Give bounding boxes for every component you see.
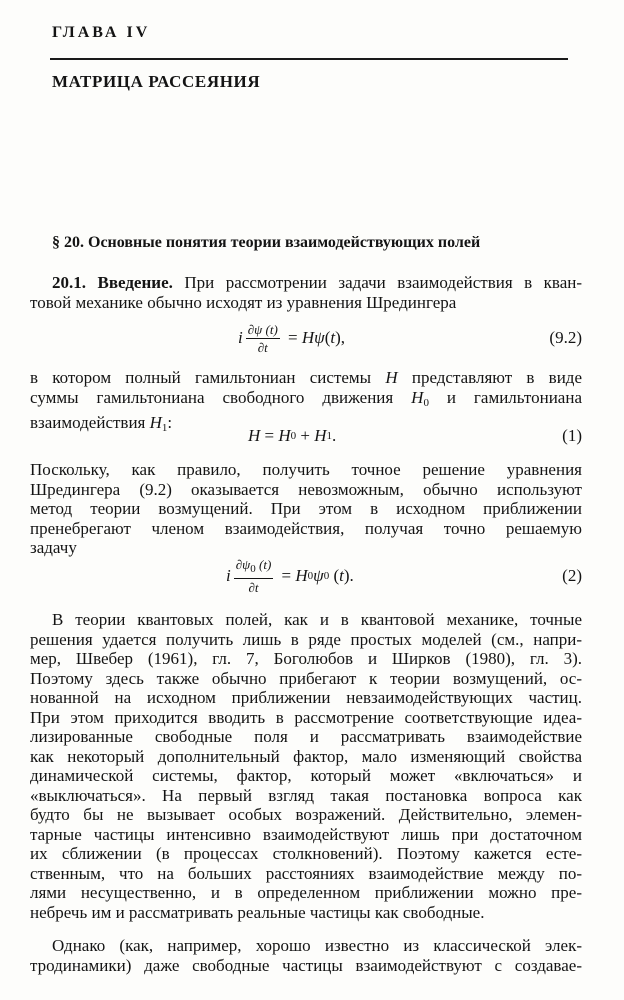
text-line: пренебрегают членом взаимодействия, получая точно решаемую bbox=[30, 518, 582, 538]
text-line: Шредингера (9.2) оказывается невозможным, обычно используют bbox=[30, 479, 582, 499]
fraction: $\frac{\partial\psi_0 (t)}{\partial t}$ bbox=[235, 557, 272, 595]
paragraph-perturbation bbox=[30, 460, 582, 558]
chapter-title: МАТРИЦА РАССЕЯНИЯ bbox=[52, 72, 261, 91]
equation-9-2-formula: i $\frac{\partial\psi (t)}{\partial t}$ = H ψ ( t ), bbox=[238, 321, 346, 355]
hamiltonian-line-1: в котором полный гамильтониан системы H представляют в виде bbox=[30, 368, 582, 387]
text-line: Поэтому здесь также обычно прибегают к теории возмущений, ос- bbox=[30, 668, 582, 688]
equation-number: (2) bbox=[562, 566, 582, 585]
equation-number: (1) bbox=[562, 426, 582, 445]
text-line: как некоторый дополнительный фактор, мало изменяющий свойства bbox=[30, 746, 582, 766]
text-line: В теории квантовых полей, как и в квантовой механике, точные bbox=[52, 610, 582, 629]
intro-line-2: товой механике обычно исходят из уравнения Шредингера bbox=[30, 292, 457, 312]
section-title: § 20. Основные понятия теории взаимодействующих полей bbox=[52, 234, 481, 251]
equation-1 bbox=[30, 414, 582, 458]
text-line: тродинамики) даже свободные частицы взаимодействуют с создавае- bbox=[30, 955, 582, 975]
intro-line-1-text: При рассмотрении задачи взаимодействия в кван- bbox=[172, 273, 583, 292]
text-line: тарные частицы интенсивно взаимодействуют лишь при достаточном bbox=[30, 824, 582, 844]
text-line: лизированные свободные поля и рассматривать взаимодействие bbox=[30, 727, 582, 746]
text-line: метод теории возмущений. При этом в исходном приближении bbox=[30, 499, 582, 518]
equation-2 bbox=[30, 554, 582, 598]
text-line: нованной на исходном приближении невзаимодействующих частиц. bbox=[30, 688, 582, 707]
header-rule bbox=[50, 58, 568, 60]
text-line: При этом приходится вводить в рассмотрение соответствующие идеа- bbox=[30, 707, 582, 727]
text-line: лями несущественно, и в определенном приближении можно пре- bbox=[30, 883, 582, 902]
text-line: Поскольку, как правило, получить точное решение уравнения bbox=[30, 460, 582, 479]
hamiltonian-line-3: взаимодействия $H_1$: bbox=[30, 413, 173, 434]
text-line: небречь им и рассматривать реальные частицы как свободные. bbox=[30, 902, 485, 922]
paragraph-however bbox=[30, 936, 582, 975]
text-line: их сближении (в процессах столкновений). Поэтому кажется есте- bbox=[30, 844, 582, 863]
fraction: $\frac{\partial\psi (t)}{\partial t}$ bbox=[247, 321, 278, 355]
hamiltonian-line-2: суммы гамильтониана свободного движения $H_0$ и гамильтониана bbox=[30, 387, 582, 409]
intro-label: 20.1. Введение. bbox=[52, 273, 173, 292]
text-line: ственным, что на больших расстояниях взаимодействие между по- bbox=[30, 863, 582, 883]
text-line: динамической системы, фактор, который может «включаться» и bbox=[30, 766, 582, 785]
equation-9-2 bbox=[30, 316, 582, 360]
equation-2-formula: i $\frac{\partial\psi_0 (t)}{\partial t}$ = H 0 ψ 0 ( t ). bbox=[226, 557, 354, 595]
text-line: решения удается получить лишь в ряде простых моделей (см., напри- bbox=[30, 629, 582, 649]
text-line: «выключаться». На первый взгляд такая постановка вопроса как bbox=[30, 785, 582, 805]
equation-number: (9.2) bbox=[549, 328, 582, 347]
intro-line-1 bbox=[30, 273, 582, 293]
text-line: будто бы не вызывает особых возражений. Действительно, элемен- bbox=[30, 805, 582, 824]
equation-1-formula: H = H 0 + H 1 . bbox=[248, 426, 337, 445]
text-line: мер, Швебер (1961), гл. 7, Боголюбов и Ширков (1980), гл. 3). bbox=[30, 649, 582, 668]
chapter-label: ГЛАВА IV bbox=[52, 24, 151, 41]
text-line: Однако (как, например, хорошо известно из классической элек- bbox=[52, 936, 582, 955]
text-line: задачу bbox=[30, 538, 77, 557]
intro-paragraph bbox=[30, 273, 582, 312]
paragraph-quantum-fields bbox=[30, 610, 582, 922]
